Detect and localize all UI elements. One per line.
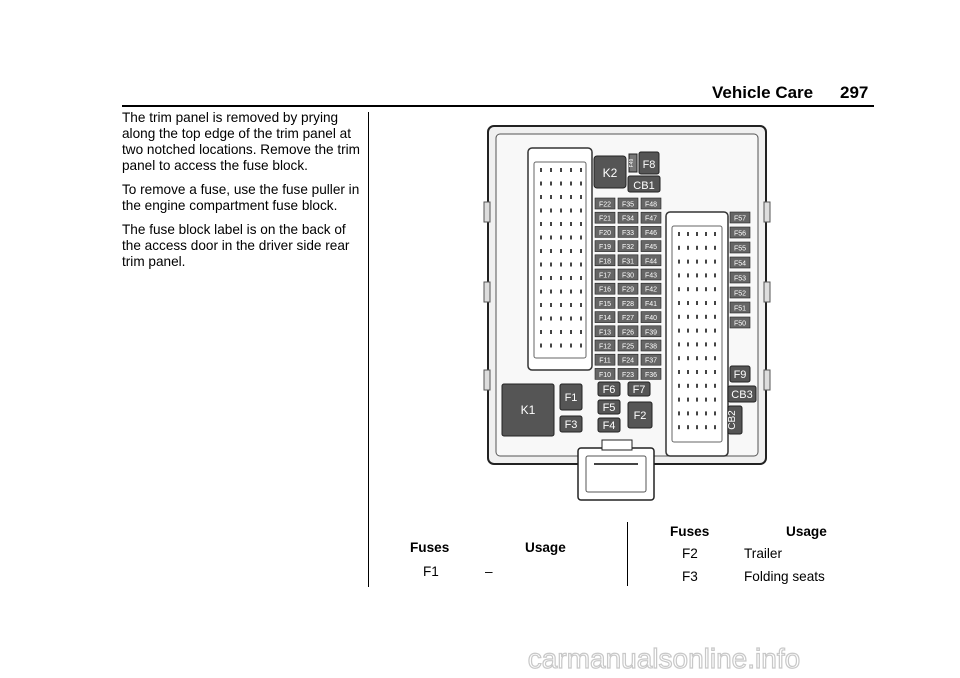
connector-pin (705, 315, 707, 319)
fuse-f20-label: F20 (598, 229, 612, 237)
header-rule (122, 105, 874, 107)
fuse-f26-label: F26 (621, 329, 635, 337)
connector-pin (678, 411, 680, 415)
connector-pin (696, 342, 698, 346)
connector-pin (560, 222, 562, 226)
connector-pin (540, 209, 542, 213)
fuse-f14-label: F14 (598, 315, 612, 323)
connector-pin (705, 384, 707, 388)
connector-pin (705, 273, 707, 277)
fuse-f39-label: F39 (644, 329, 658, 337)
fuse-f23-label: F23 (621, 371, 635, 379)
connector-pin (580, 182, 582, 186)
usage-cell: – (485, 564, 493, 579)
fuse-f17-label: F17 (598, 272, 612, 280)
connector-pin (560, 182, 562, 186)
fuse-f49-label: F49 (629, 158, 635, 168)
connector-pin (705, 232, 707, 236)
connector-pin (580, 317, 582, 321)
connector-pin (687, 342, 689, 346)
fuse-f44-label: F44 (644, 258, 658, 266)
fuse-f46-label: F46 (644, 229, 658, 237)
breaker-cb1-label: CB1 (633, 180, 655, 192)
fuse-f11-label: F11 (599, 357, 611, 365)
fuse-f27-label: F27 (621, 315, 635, 323)
connector-pin (687, 356, 689, 360)
connector-pin (580, 209, 582, 213)
watermark-text: carmanualsonline.info (527, 643, 801, 674)
fuse-f57-label: F57 (733, 215, 747, 223)
connector-pin (687, 246, 689, 250)
fuse-f9-label: F9 (733, 369, 747, 381)
connector-pin (560, 195, 562, 199)
fuse-f47-label: F47 (644, 215, 658, 223)
relay-k1-label: K1 (520, 403, 536, 417)
fuse-f25-label: F25 (621, 343, 635, 351)
connector-pin (714, 287, 716, 291)
connector-pin (696, 398, 698, 402)
connector-pin (560, 330, 562, 334)
connector-pin (580, 249, 582, 253)
connector-pin (705, 260, 707, 264)
connector-pin (540, 330, 542, 334)
watermark (0, 640, 960, 678)
connector-pin (540, 222, 542, 226)
fuse-f4-label: F4 (602, 420, 616, 432)
connector-pin (570, 195, 572, 199)
connector-pin (714, 273, 716, 277)
table-divider (627, 522, 628, 586)
connector-pin (696, 411, 698, 415)
fuse-f38-label: F38 (644, 343, 658, 351)
paragraph: To remove a fuse, use the fuse puller in the engine compartment fuse block. (122, 182, 360, 213)
connector-pin (678, 384, 680, 388)
connector-pin (687, 425, 689, 429)
fuse-f32-label: F32 (621, 244, 635, 252)
connector-pin (560, 209, 562, 213)
connector-pin (696, 315, 698, 319)
connector-pin (580, 222, 582, 226)
fuse-f1-label: F1 (564, 392, 578, 404)
connector-pin (570, 344, 572, 348)
bottom-connector-tab (602, 440, 632, 450)
fuse-f56-label: F56 (733, 230, 747, 238)
connector-pin (540, 290, 542, 294)
connector-pin (570, 168, 572, 172)
connector-pin (540, 263, 542, 267)
connector-pin (696, 232, 698, 236)
connector-pin (570, 209, 572, 213)
fuse-f53-label: F53 (733, 275, 747, 283)
fuse-f52-label: F52 (733, 290, 747, 298)
connector-pin (696, 425, 698, 429)
housing-tab (764, 202, 770, 222)
relay-k2-label: K2 (602, 166, 618, 180)
connector-pin (687, 232, 689, 236)
connector-pin (678, 398, 680, 402)
connector-pin (714, 260, 716, 264)
connector-pin (696, 273, 698, 277)
usage-cell: Folding seats (744, 569, 825, 584)
connector-pin (550, 209, 552, 213)
connector-pin (678, 246, 680, 250)
body-text (122, 110, 362, 278)
connector-pin (714, 342, 716, 346)
paragraph: The trim panel is removed by prying along the top edge of the trim panel at two notched locations. Remove the trim panel to access the fuse block. (122, 110, 361, 173)
housing-tab (484, 282, 490, 302)
connector-left (528, 148, 592, 370)
fuse-f51-label: F51 (733, 305, 747, 313)
connector-pin (705, 411, 707, 415)
connector-pin (560, 303, 562, 307)
connector-pin (687, 315, 689, 319)
connector-pin (560, 276, 562, 280)
connector-pin (570, 263, 572, 267)
fuse-f7-label: F7 (632, 384, 646, 396)
fuse-cell: F2 (682, 546, 698, 561)
connector-pin (580, 344, 582, 348)
connector-pin (550, 182, 552, 186)
housing-tab (484, 202, 490, 222)
connector-pin (678, 342, 680, 346)
fuse-f40-label: F40 (644, 315, 658, 323)
connector-pin (580, 303, 582, 307)
header-fuses: Fuses (410, 540, 450, 555)
connector-pin (714, 246, 716, 250)
fuse-cell: F3 (682, 569, 698, 584)
header-usage: Usage (525, 540, 566, 555)
fuse-f43-label: F43 (644, 272, 658, 280)
section-title: Vehicle Care (712, 83, 814, 102)
connector-pin (550, 303, 552, 307)
housing-tab (764, 282, 770, 302)
fuse-f10-label: F10 (598, 371, 612, 379)
fuse-f28-label: F28 (621, 300, 635, 308)
connector-pin (705, 246, 707, 250)
connector-pin (714, 384, 716, 388)
connector-pin (570, 317, 572, 321)
connector-pin (580, 263, 582, 267)
connector-pin (550, 263, 552, 267)
connector-pin (550, 344, 552, 348)
fuse-cell: F1 (423, 564, 439, 579)
connector-pin (696, 260, 698, 264)
connector-pin (705, 425, 707, 429)
connector-pin (580, 168, 582, 172)
fuse-f35-label: F35 (621, 201, 635, 209)
fuse-f33-label: F33 (621, 229, 635, 237)
connector-pin (550, 222, 552, 226)
connector-pin (560, 236, 562, 240)
housing-tab (764, 370, 770, 390)
connector-pin (714, 398, 716, 402)
connector-pin (714, 425, 716, 429)
fuse-f18-label: F18 (598, 258, 612, 266)
connector-pin (687, 370, 689, 374)
connector-pin (580, 330, 582, 334)
connector-pin (696, 356, 698, 360)
connector-pin (696, 329, 698, 333)
column-divider (368, 112, 369, 587)
fuse-f16-label: F16 (598, 286, 612, 294)
connector-pin (540, 303, 542, 307)
connector-pin (540, 236, 542, 240)
connector-pin (696, 370, 698, 374)
fuse-f6-label: F6 (602, 384, 616, 396)
connector-pin (550, 276, 552, 280)
connector-pin (550, 330, 552, 334)
connector-pin (560, 290, 562, 294)
connector-pin (570, 249, 572, 253)
connector-pin (687, 273, 689, 277)
connector-pin (705, 329, 707, 333)
fuse-f55-label: F55 (733, 245, 747, 253)
header-fuses: Fuses (670, 524, 710, 539)
fuse-f22-label: F22 (598, 201, 612, 209)
fuse-f30-label: F30 (621, 272, 635, 280)
connector-pin (687, 384, 689, 388)
connector-pin (560, 249, 562, 253)
connector-pin (550, 195, 552, 199)
page-number: 297 (840, 83, 869, 102)
connector-pin (687, 398, 689, 402)
connector-pin (560, 263, 562, 267)
connector-pin (714, 329, 716, 333)
fuse-f37-label: F37 (644, 357, 658, 365)
connector-pin (550, 290, 552, 294)
connector-pin (550, 168, 552, 172)
connector-pin (580, 236, 582, 240)
housing-tab (484, 370, 490, 390)
connector-pin (550, 317, 552, 321)
connector-pin (550, 236, 552, 240)
connector-pin (540, 317, 542, 321)
usage-cell: Trailer (744, 546, 783, 561)
connector-pin (705, 287, 707, 291)
connector-pin (696, 246, 698, 250)
connector-pin (580, 290, 582, 294)
connector-pin (550, 249, 552, 253)
fuse-f3-label: F3 (564, 419, 578, 431)
connector-pin (678, 370, 680, 374)
connector-pin (570, 276, 572, 280)
connector-pin (696, 301, 698, 305)
connector-pin (678, 232, 680, 236)
fuse-f36-label: F36 (644, 371, 658, 379)
fuse-f8-label: F8 (642, 159, 656, 171)
connector-pin (687, 411, 689, 415)
header-usage: Usage (786, 524, 827, 539)
fuse-f42-label: F42 (644, 286, 658, 294)
connector-pin (714, 411, 716, 415)
connector-pin (540, 344, 542, 348)
connector-pin (705, 356, 707, 360)
fuse-f15-label: F15 (598, 300, 612, 308)
connector-pin (560, 317, 562, 321)
fuse-f24-label: F24 (621, 357, 635, 365)
fuse-f54-label: F54 (733, 260, 747, 268)
connector-pin (570, 330, 572, 334)
connector-pin (678, 356, 680, 360)
connector-pin (678, 315, 680, 319)
connector-pin (714, 370, 716, 374)
fuse-f19-label: F19 (598, 244, 612, 252)
connector-pin (714, 356, 716, 360)
connector-pin (580, 195, 582, 199)
connector-pin (687, 287, 689, 291)
connector-pin (570, 182, 572, 186)
connector-pin (570, 303, 572, 307)
fuse-f31-label: F31 (621, 258, 635, 266)
fuse-f2-label: F2 (633, 410, 647, 422)
fuse-f48-label: F48 (644, 201, 658, 209)
breaker-cb3-label: CB3 (731, 389, 753, 401)
connector-pin (696, 287, 698, 291)
connector-pin (696, 384, 698, 388)
connector-pin (570, 290, 572, 294)
breaker-cb2-label: CB2 (727, 410, 738, 430)
connector-pin (570, 236, 572, 240)
connector-pin (540, 249, 542, 253)
connector-pin (687, 260, 689, 264)
connector-pin (687, 329, 689, 333)
connector-pin (540, 276, 542, 280)
fuse-f41-label: F41 (644, 300, 658, 308)
connector-pin (705, 398, 707, 402)
fuse-f13-label: F13 (598, 329, 612, 337)
fuse-f34-label: F34 (621, 215, 635, 223)
connector-pin (540, 168, 542, 172)
connector-pin (714, 315, 716, 319)
connector-pin (540, 182, 542, 186)
connector-pin (678, 287, 680, 291)
connector-pin (705, 342, 707, 346)
connector-pin (678, 425, 680, 429)
paragraph: The fuse block label is on the back of the access door in the driver side rear trim panel. (122, 222, 350, 269)
connector-pin (714, 232, 716, 236)
connector-pin (678, 329, 680, 333)
connector-pin (678, 260, 680, 264)
connector-pin (570, 222, 572, 226)
fuse-f21-label: F21 (598, 215, 612, 223)
connector-pin (705, 301, 707, 305)
fuse-f12-label: F12 (598, 343, 612, 351)
connector-pin (560, 168, 562, 172)
fuse-block-diagram (482, 122, 772, 507)
fuse-f5-label: F5 (602, 402, 616, 414)
connector-pin (705, 370, 707, 374)
fuse-f29-label: F29 (621, 286, 635, 294)
connector-pin (678, 273, 680, 277)
connector-pin (687, 301, 689, 305)
fuse-f45-label: F45 (644, 244, 658, 252)
connector-pin (580, 276, 582, 280)
fuse-f50-label: F50 (733, 320, 747, 328)
connector-pin (714, 301, 716, 305)
connector-pin (678, 301, 680, 305)
connector-pin (540, 195, 542, 199)
connector-pin (560, 344, 562, 348)
